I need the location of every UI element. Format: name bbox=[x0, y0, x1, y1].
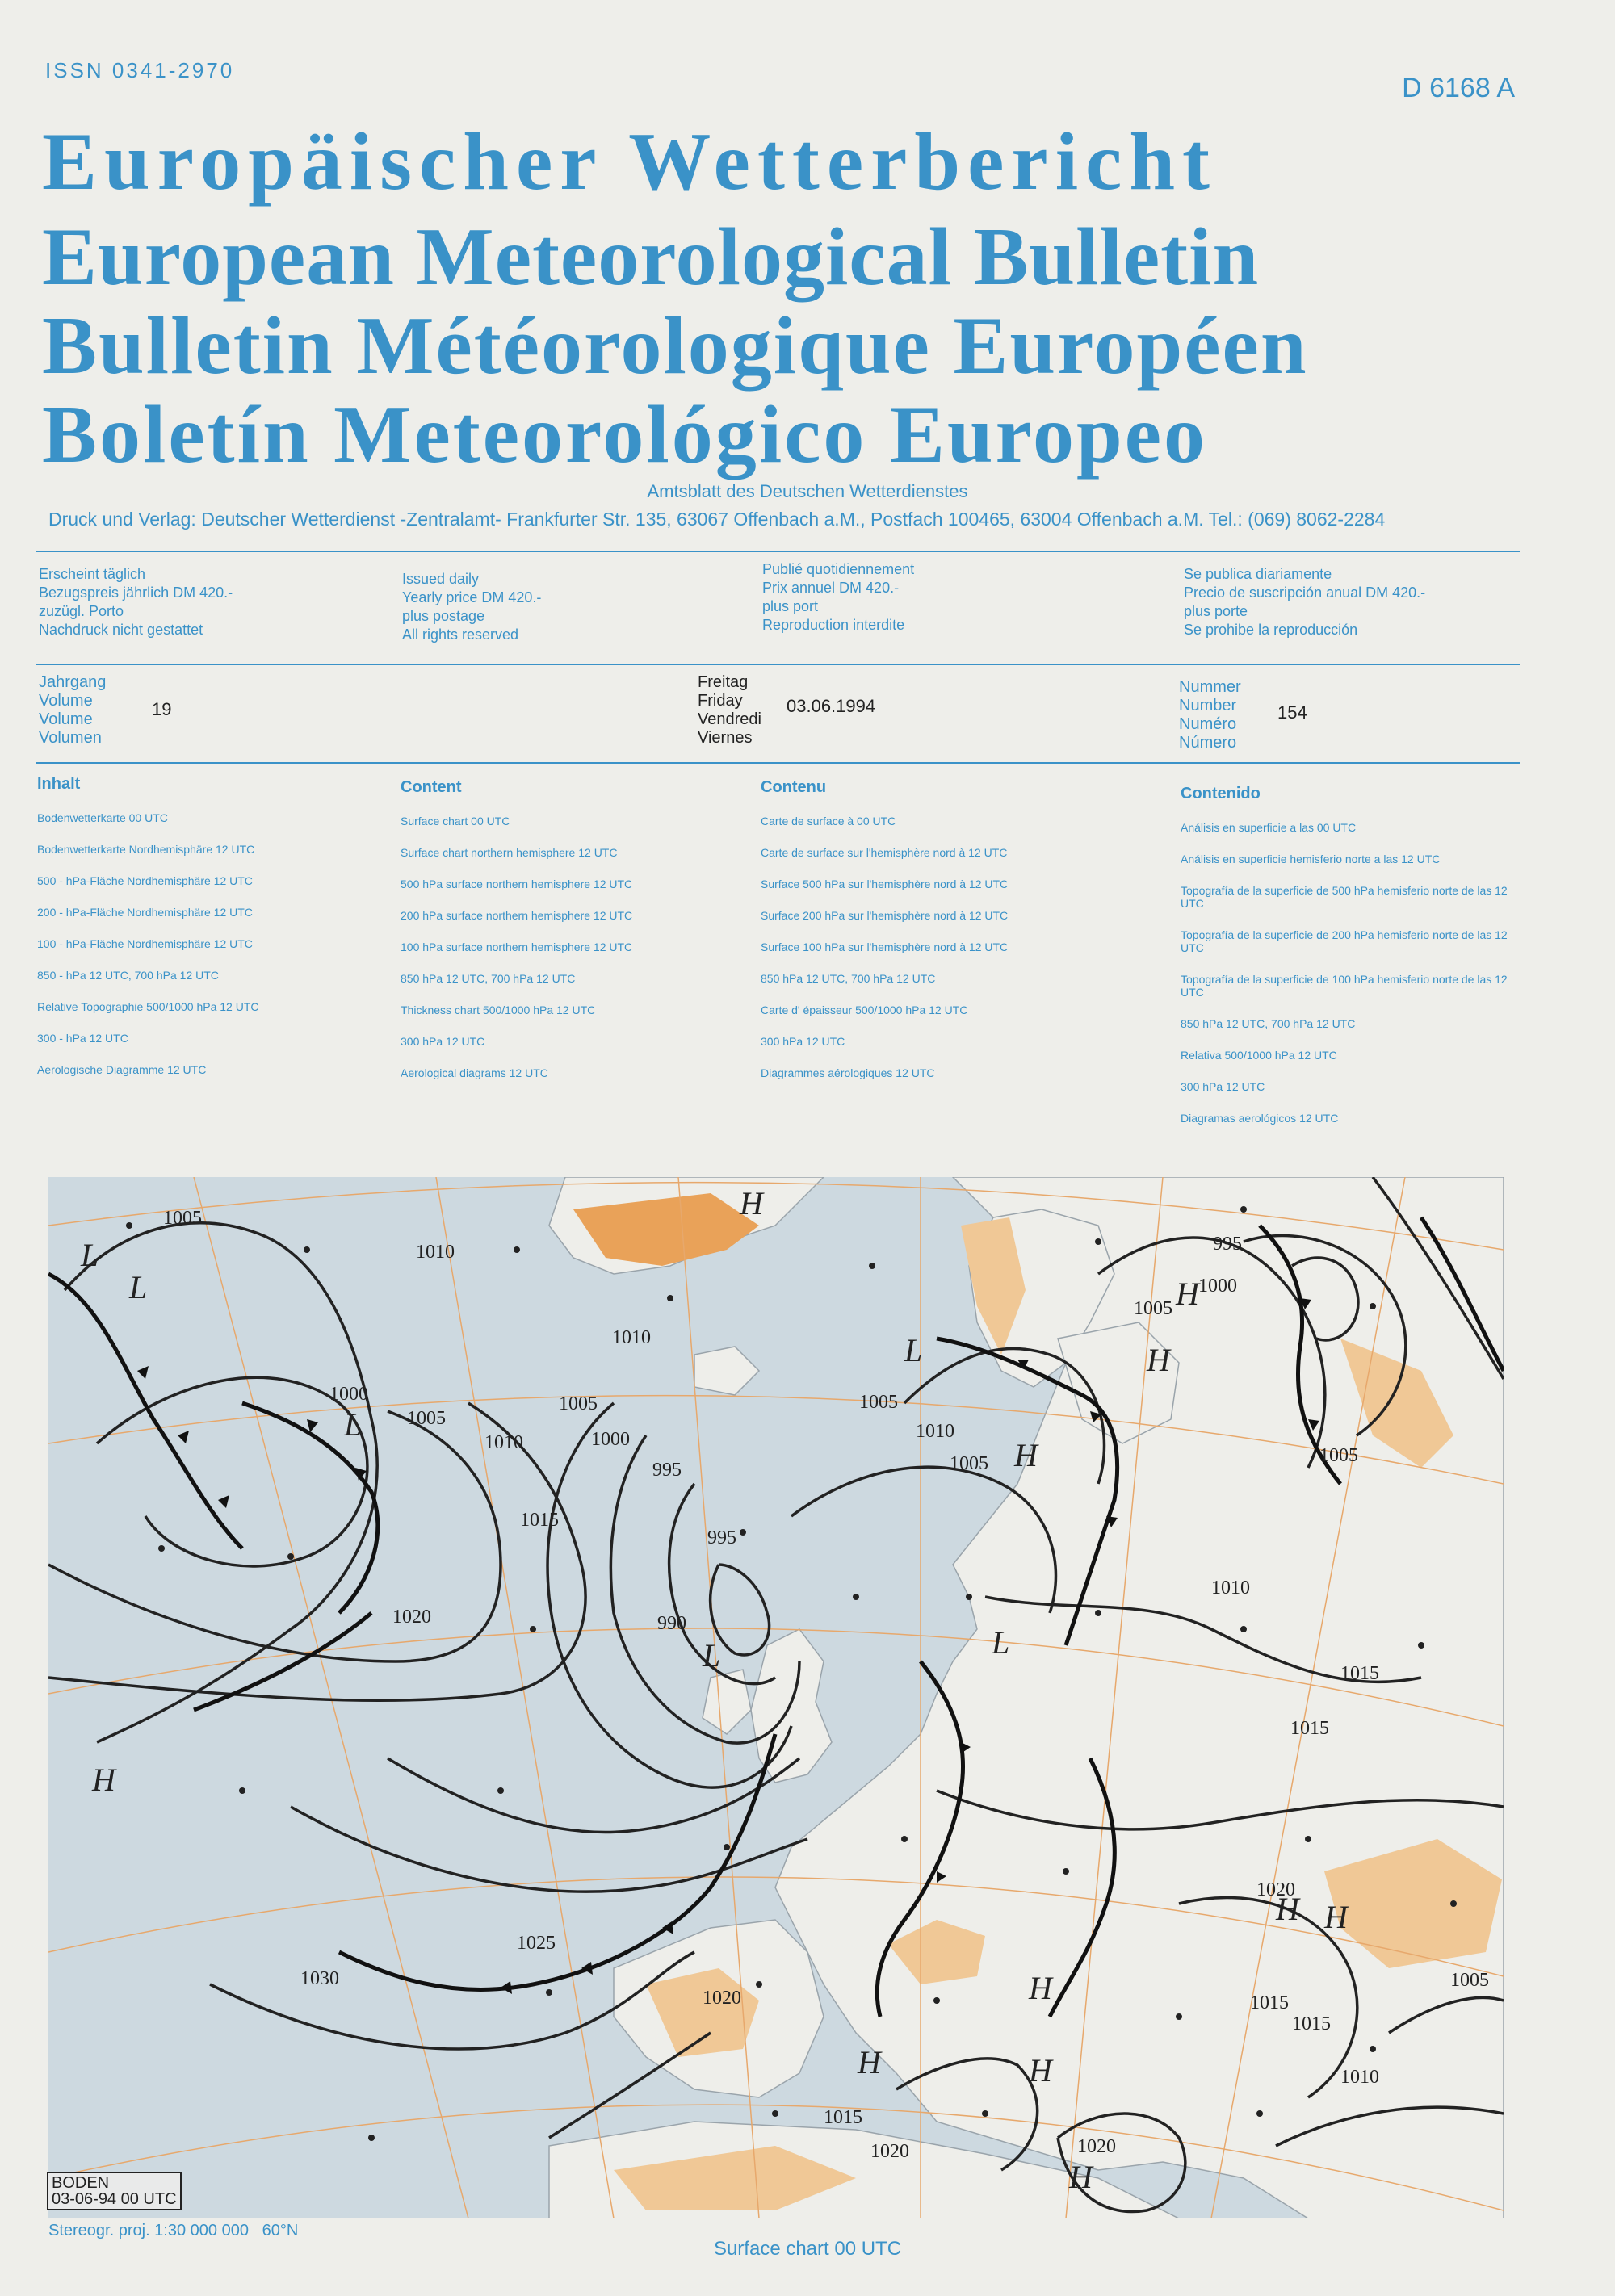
high-pressure-center: H bbox=[1176, 1276, 1199, 1312]
number-labels: Nummer Number Numéro Número bbox=[1179, 678, 1241, 752]
title-english: European Meteorological Bulletin bbox=[42, 212, 1260, 303]
low-pressure-center: L bbox=[129, 1269, 148, 1305]
isobar-label: 1020 bbox=[870, 2141, 909, 2162]
isobar-label: 1015 bbox=[1290, 1718, 1329, 1739]
subscription-french: Publié quotidiennement Prix annuel DM 420.- plus port Reproduction interdite bbox=[762, 561, 915, 633]
weekday-labels: Freitag Friday Vendredi Viernes bbox=[698, 673, 761, 747]
subscription-german: Erscheint täglich Bezugspreis jährlich DM 420.- zuzügl. Porto Nachdruck nicht gestattet bbox=[39, 566, 233, 638]
isobar-label: 1000 bbox=[591, 1429, 630, 1450]
isobar-label: 1020 bbox=[1256, 1879, 1295, 1900]
projection-note: Stereogr. proj. 1:30 000 000 60°N bbox=[48, 2222, 299, 2239]
volume-labels: Jahrgang Volume Volume Volumen bbox=[39, 673, 107, 747]
high-pressure-center: H bbox=[858, 2044, 881, 2080]
isobar-label: 1005 bbox=[950, 1453, 988, 1474]
isobar-label: 1005 bbox=[1319, 1445, 1358, 1466]
chart-stamp: BODEN 03-06-94 00 UTC bbox=[47, 2172, 182, 2210]
isobar-label: 1005 bbox=[163, 1208, 202, 1229]
isobar-label: 1015 bbox=[1292, 2013, 1331, 2034]
publisher-line: Druck und Verlag: Deutscher Wetterdienst -Zentralamt- Frankfurter Str. 135, 63067 Offenbach a.M., Postfach 100465, 63004 Offenbach a.M. Tel.: (069) 8062-2284 bbox=[48, 509, 1386, 530]
isobar-label: 1010 bbox=[1340, 2067, 1379, 2088]
isobar-label: 1030 bbox=[300, 1968, 339, 1989]
isobar-label: 1010 bbox=[416, 1242, 455, 1263]
isobar-label: 1010 bbox=[612, 1327, 651, 1348]
title-french: Bulletin Météorologique Européen bbox=[42, 300, 1308, 392]
title-spanish: Boletín Meteorológico Europeo bbox=[42, 389, 1208, 480]
high-pressure-center: H bbox=[1069, 2159, 1093, 2195]
isobar-label: 1020 bbox=[392, 1607, 431, 1628]
low-pressure-center: L bbox=[904, 1332, 923, 1368]
isobar-label: 1025 bbox=[517, 1933, 556, 1954]
divider bbox=[36, 762, 1520, 764]
isobar-label: 1000 bbox=[1198, 1276, 1237, 1297]
isobar-label: 1005 bbox=[559, 1393, 598, 1414]
isobar-label: 1015 bbox=[1340, 1663, 1379, 1684]
contents-french: Contenu Carte de surface à 00 UTC Carte de surface sur l'hemisphère nord à 12 UTC Surface 500 hPa sur l'hemisphère nord à 12 UTC Surface 200 hPa sur l'hemisphère nord à 12 UTC Surface 100 hPa sur l'hemisphère nord à 12 UTC 850 hPa 12 UTC, 700 hPa 12 UTC Carte d' épaisseur 500/1000 hPa 12 UTC 300 hPa 12 UTC Diagrammes aérologiques 12 UTC bbox=[761, 778, 1009, 1079]
high-pressure-center: H bbox=[740, 1185, 763, 1221]
isobar-label: 1020 bbox=[703, 1988, 741, 2009]
official-gazette-line: Amtsblatt des Deutschen Wetterdienstes bbox=[647, 481, 968, 501]
contents-spanish: Contenido Análisis en superficie a las 00 UTC Análisis en superficie hemisferio norte a las 12 UTC Topografía de la superficie de 500 hPa hemisferio norte de las 12 UTC Topografía de la superficie de 200 hPa hemisferio norte de las 12 UTC Topografía de la superficie de 100 hPa hemisferio norte de las 12 UTC 850 hPa 12 UTC, 700 hPa 12 UTC Relativa 500/1000 hPa 12 UTC 300 hPa 12 UTC Diagramas aerológicos 12 UTC bbox=[1181, 785, 1508, 1125]
high-pressure-center: H bbox=[1324, 1899, 1348, 1935]
isobar-label: 1020 bbox=[1077, 2136, 1116, 2157]
map-caption: Surface chart 00 UTC bbox=[713, 2238, 902, 2260]
isobar-label: 1015 bbox=[1250, 1992, 1289, 2013]
isobar-label: 995 bbox=[652, 1460, 682, 1481]
low-pressure-center: L bbox=[344, 1406, 363, 1443]
isobar-label: 995 bbox=[1213, 1234, 1242, 1255]
latitude-label: 60°N bbox=[262, 2222, 299, 2239]
high-pressure-center: H bbox=[1029, 1970, 1052, 2006]
divider bbox=[36, 551, 1520, 552]
surface-weather-map bbox=[48, 1177, 1504, 2218]
high-pressure-center: H bbox=[1029, 2052, 1052, 2089]
isobar-label: 990 bbox=[657, 1613, 686, 1634]
isobar-label: 1010 bbox=[916, 1421, 954, 1442]
isobar-label: 1005 bbox=[1450, 1970, 1489, 1991]
isobar-label: 1005 bbox=[407, 1408, 446, 1429]
isobar-label: 1000 bbox=[329, 1384, 368, 1405]
isobar-label: 1015 bbox=[520, 1510, 559, 1531]
high-pressure-center: H bbox=[92, 1762, 115, 1798]
contents-english: Content Surface chart 00 UTC Surface chart northern hemisphere 12 UTC 500 hPa surface northern hemisphere 12 UTC 200 hPa surface northern hemisphere 12 UTC 100 hPa surface northern hemisphere 12 UTC 850 hPa 12 UTC, 700 hPa 12 UTC Thickness chart 500/1000 hPa 12 UTC 300 hPa 12 UTC Aerological diagrams 12 UTC bbox=[401, 778, 633, 1079]
isobar-label: 995 bbox=[707, 1527, 736, 1548]
high-pressure-center: H bbox=[1014, 1437, 1038, 1473]
low-pressure-center: L bbox=[992, 1624, 1010, 1661]
isobar-label: 1015 bbox=[824, 2107, 862, 2128]
divider bbox=[36, 664, 1520, 665]
subscription-spanish: Se publica diariamente Precio de suscripción anual DM 420.- plus porte Se prohibe la reproducción bbox=[1184, 566, 1426, 638]
subscription-english: Issued daily Yearly price DM 420.- plus postage All rights reserved bbox=[402, 571, 542, 643]
high-pressure-center: H bbox=[1276, 1891, 1299, 1927]
publication-code: D 6168 A bbox=[1402, 73, 1515, 103]
isobar-label: 1010 bbox=[484, 1432, 523, 1453]
contents-german: Inhalt Bodenwetterkarte 00 UTC Bodenwetterkarte Nordhemisphäre 12 UTC 500 - hPa-Fläche Nordhemisphäre 12 UTC 200 - hPa-Fläche Nordhemisphäre 12 UTC 100 - hPa-Fläche Nordhemisphäre 12 UTC 850 - hPa 12 UTC, 700 hPa 12 UTC Relative Topographie 500/1000 hPa 12 UTC 300 - hPa 12 UTC Aerologische Diagramme 12 UTC bbox=[37, 775, 259, 1076]
issue-number: 154 bbox=[1277, 702, 1307, 723]
low-pressure-center: L bbox=[81, 1237, 99, 1273]
isobar-label: 1005 bbox=[859, 1392, 898, 1413]
low-pressure-center: L bbox=[703, 1637, 721, 1674]
isobar-label: 1010 bbox=[1211, 1577, 1250, 1598]
issn-label: ISSN 0341-2970 bbox=[45, 58, 235, 82]
issue-date: 03.06.1994 bbox=[787, 696, 876, 716]
high-pressure-center: H bbox=[1147, 1342, 1170, 1378]
isobar-label: 1005 bbox=[1134, 1298, 1172, 1319]
volume-value: 19 bbox=[152, 699, 172, 719]
title-german: Europäischer Wetterbericht bbox=[42, 116, 1218, 207]
